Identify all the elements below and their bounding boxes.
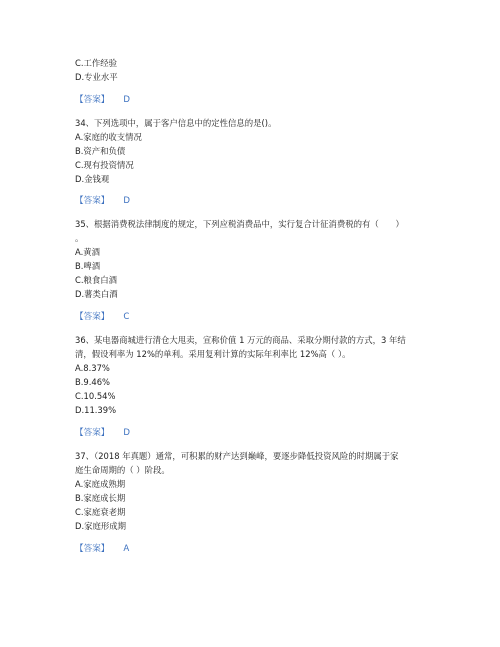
q33-option-d: D.专业水平 bbox=[75, 72, 118, 82]
answer-label: 【答案】 bbox=[75, 95, 110, 105]
q36-stem-line-2: 清，假设利率为 12%的单利。采用复利计算的实际年利率比 12%高（ ）。 bbox=[75, 349, 351, 359]
q37-option-c: C.家庭衰老期 bbox=[75, 507, 126, 517]
q35-option-c: C.粮食白酒 bbox=[75, 275, 118, 285]
q36-option-d: D.11.39% bbox=[75, 405, 117, 415]
answer-label: 【答案】 bbox=[75, 544, 110, 554]
answer-label: 【答案】 bbox=[75, 428, 110, 438]
q35-answer bbox=[75, 312, 129, 323]
q37-stem-line-2: 庭生命周期的（ ）阶段。 bbox=[75, 465, 170, 475]
q37-stem-line-1: 37、（2018 年真题）通常，可积累的财产达到巅峰，要逐步降低投资风险的时期属于家 bbox=[75, 451, 399, 461]
answer-value: D bbox=[123, 95, 131, 105]
q33-answer bbox=[75, 95, 130, 106]
answer-label: 【答案】 bbox=[75, 196, 110, 206]
answer-label: 【答案】 bbox=[75, 312, 110, 322]
q36-answer bbox=[75, 428, 130, 439]
q37-option-d: D.家庭形成期 bbox=[75, 521, 126, 531]
q37-option-b: B.家庭成长期 bbox=[75, 493, 126, 503]
q35-option-a: A.黄酒 bbox=[75, 247, 100, 257]
q33-option-c: C.工作经验 bbox=[75, 58, 118, 68]
q34-answer bbox=[75, 196, 130, 207]
q36-stem-line-1: 36、某电器商城进行清仓大甩卖，宣称价值 1 万元的商品、采取分期付款的方式，3 年结 bbox=[75, 335, 406, 345]
q34-stem-line-1: 34、下列选项中，属于客户信息中的定性信息的是()。 bbox=[75, 118, 277, 128]
q34-option-a: A.家庭的收支情况 bbox=[75, 132, 142, 142]
q34-option-b: B.资产和负债 bbox=[75, 146, 126, 156]
q35-stem-line-1: 35、根据消费税法律制度的规定，下列应税消费品中，实行复合计征消费税的有（ ） bbox=[75, 219, 404, 229]
q35-option-b: B.啤酒 bbox=[75, 261, 101, 271]
q37-answer bbox=[75, 544, 129, 555]
q36-option-a: A.8.37% bbox=[75, 363, 110, 373]
answer-value: D bbox=[123, 428, 131, 438]
q34-option-c: C.现有投资情况 bbox=[75, 160, 134, 170]
answer-value: A bbox=[123, 544, 130, 554]
q37-option-a: A.家庭成熟期 bbox=[75, 479, 126, 489]
q36-option-b: B.9.46% bbox=[75, 377, 111, 387]
q35-option-d: D.薯类白酒 bbox=[75, 289, 118, 299]
q35-stem-line-2: 。 bbox=[75, 233, 84, 243]
q34-option-d: D.金钱观 bbox=[75, 174, 110, 184]
q36-option-c: C.10.54% bbox=[75, 391, 116, 401]
answer-value: D bbox=[123, 196, 131, 206]
answer-value: C bbox=[123, 312, 130, 322]
